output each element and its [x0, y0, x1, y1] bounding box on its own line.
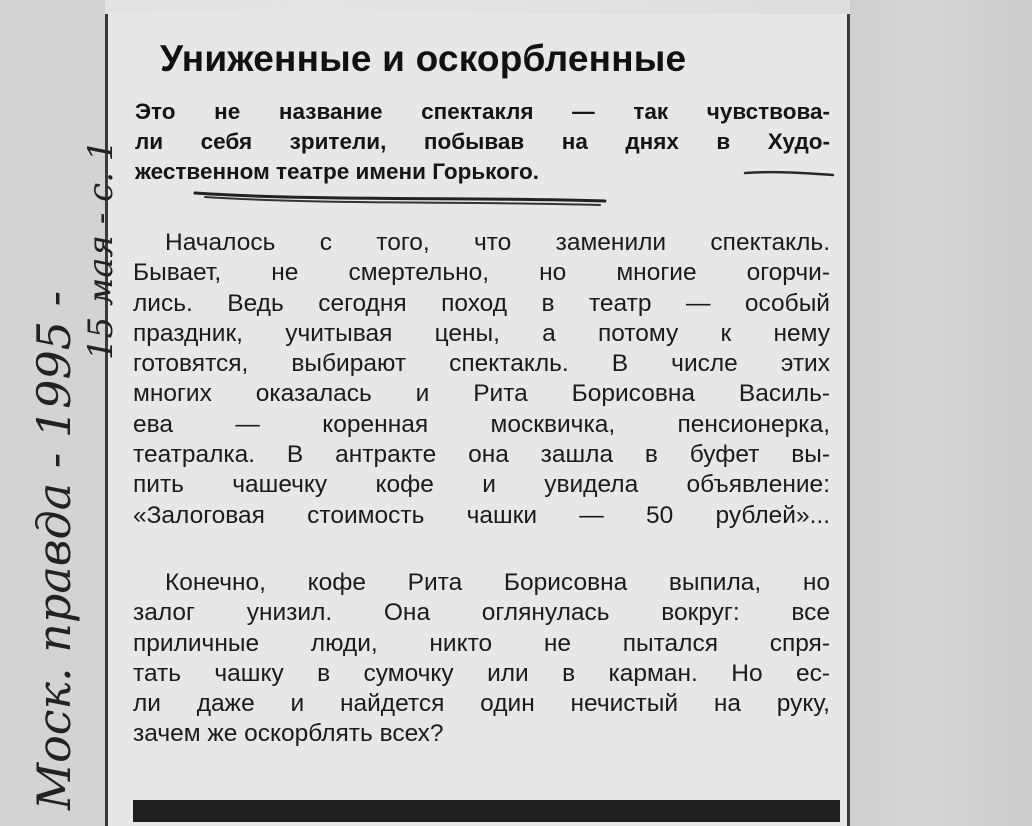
handwritten-line-1: Моск. правда - 1995 -	[27, 290, 81, 810]
paragraph-line: Конечно, кофе Рита Борисовна выпила, но	[165, 569, 830, 596]
lead-line: жественном театре имени Горького.	[135, 159, 539, 184]
paragraph-line: Бывает, не смертельно, но многие огорчи-	[133, 259, 830, 287]
article-headline: Униженные и оскорбленные	[160, 38, 687, 79]
lead-line: ли себя зрители, побывав на днях в Худо-	[135, 129, 830, 154]
article-paragraph-1	[133, 228, 830, 531]
article-lead	[135, 97, 830, 187]
paragraph-line: приличные люди, никто не пытался спря-	[133, 629, 830, 657]
paragraph-line: пить чашечку кофе и увидела объявление:	[133, 471, 830, 499]
paragraph-line: залог унизил. Она оглянулась вокруг: все	[133, 599, 830, 627]
paragraph-line: тать чашку в сумочку или в карман. Но ес-	[133, 659, 830, 687]
paragraph-line: театралка. В антракте она зашла в буфет вы-	[133, 441, 830, 469]
paragraph-line: «Залоговая стоимость чашки — 50 рублей»...	[133, 501, 830, 529]
paragraph-line: лись. Ведь сегодня поход в театр — особый	[133, 289, 830, 317]
bottom-black-rule	[133, 800, 840, 822]
paragraph-line: ева — коренная москвичка, пенсионерка,	[133, 410, 830, 438]
article-paragraph-2	[133, 568, 830, 750]
handwritten-underline-mark	[135, 183, 835, 223]
paragraph-line: зачем же оскорблять всех?	[133, 720, 444, 748]
lead-line: Это не название спектакля — так чувствова-	[135, 99, 830, 124]
paragraph-line: ли даже и найдется один нечистый на руку,	[133, 690, 830, 718]
handwritten-source-note	[12, 20, 121, 820]
paragraph-line: готовятся, выбирают спектакль. В числе этих	[133, 350, 830, 378]
paragraph-line: Началось с того, что заменили спектакль.	[165, 229, 830, 256]
handwritten-line-2: 15 мая - с. 1	[81, 139, 121, 360]
right-page-edge	[850, 0, 1032, 826]
paragraph-line: многих оказалась и Рита Борисовна Василь-	[133, 380, 830, 408]
paragraph-line: праздник, учитывая цены, а потому к нему	[133, 319, 830, 347]
